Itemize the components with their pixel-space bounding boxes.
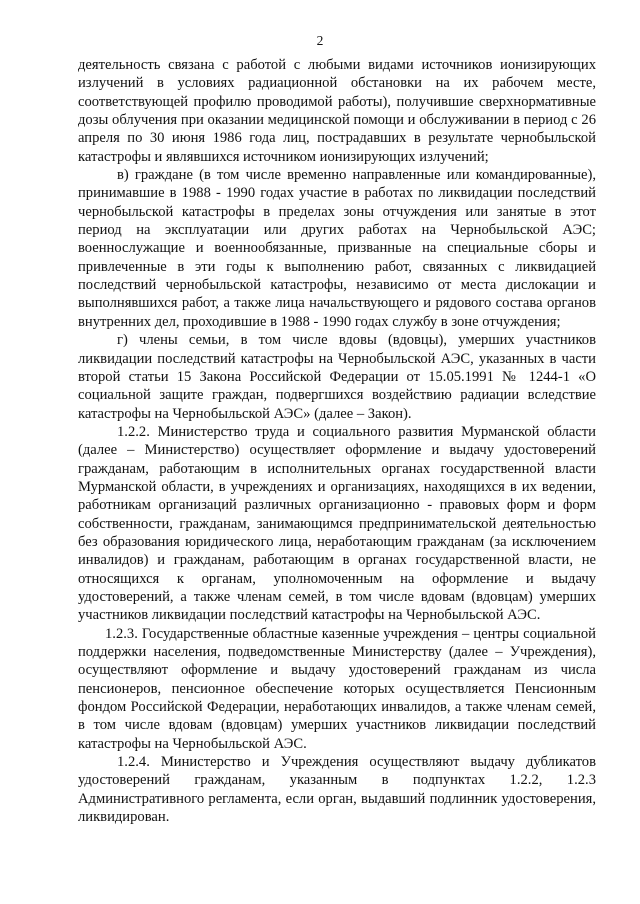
page-number: 2 (316, 33, 324, 48)
paragraph-1-2-3: 1.2.3. Государственные областные казенные учреждения – центры социальной поддержки населения, подведомственные Министерству (далее – Учреждения), осуществляют оформление и выдачу удостоверений гражданам из числа пенсионеров, пенсионное обеспечение которых осуществляется Пенсионным фондом Российской Федерации, неработающих инвалидов, а также членам семей, в том числе вдовам (вдовцам) умерших участников ликвидации последствий катастрофы на Чернобыльской АЭС. (78, 625, 596, 752)
paragraph-1-2-2: 1.2.2. Министерство труда и социального развития Мурманской области (далее – Министерство) осуществляет оформление и выдачу удостоверений гражданам, работающим в исполнительных органах государственной власти Мурманской области, в учреждениях и организациях, находящихся в их ведении, работникам организаций различных организационно - правовых форм и форм собственности, гражданам, занимающимся предпринимательской деятельностью без образования юридического лица, неработающим гражданам (за исключением инвалидов) и гражданам, работающим в органах государственной власти, не относящихся к органам, уполномоченным на оформление и выдачу удостоверений, а также членам семей, в том числе вдовам (вдовцам) умерших участников ликвидации последствий катастрофы на Чернобыльской АЭС. (78, 423, 596, 624)
document-body (78, 56, 596, 826)
paragraph-continuation: деятельность связана с работой с любыми видами источников ионизирующих излучений в условиях радиационной обстановки на их рабочем месте, соответствующей профилю проводимой работы), получившие сверхнормативные дозы облучения при оказании медицинской помощи и обслуживании в период с 26 апреля по 30 июня 1986 года лиц, пострадавших в результате чернобыльской катастрофы и являвшихся источником ионизирующих излучений; (78, 57, 596, 165)
paragraph-item-v: в) граждане (в том числе временно направленные или командированные), принимавшие в 1988 - 1990 годах участие в работах по ликвидации последствий чернобыльской катастрофы в пределах зоны отчуждения или занятые в этот период на эксплуатации или других работах на Чернобыльской АЭС; военнослужащие и военнообязанные, призванные на специальные сборы и привлеченные в эти годы к выполнению работ, связанных с ликвидацией последствий чернобыльской катастрофы, независимо от места дислокации и выполнявшихся работ, а также лица начальствующего и рядового состава органов внутренних дел, проходившие в 1988 - 1990 годах службу в зоне отчуждения; (78, 167, 596, 330)
paragraph-1-2-4: 1.2.4. Министерство и Учреждения осуществляют выдачу дубликатов удостоверений гражданам, указанным в подпунктах 1.2.2, 1.2.3 Административного регламента, если орган, выдавший подлинник удостоверения, ликвидирован. (78, 754, 596, 826)
paragraph-item-g: г) члены семьи, в том числе вдовы (вдовцы), умерших участников ликвидации последствий катастрофы на Чернобыльской АЭС, указанных в части второй статьи 15 Закона Российской Федерации от 15.05.1991 № 1244-1 «О социальной защите граждан, подвергшихся воздействию радиации вследствие катастрофы на Чернобыльской АЭС» (далее – Закон). (78, 332, 596, 422)
